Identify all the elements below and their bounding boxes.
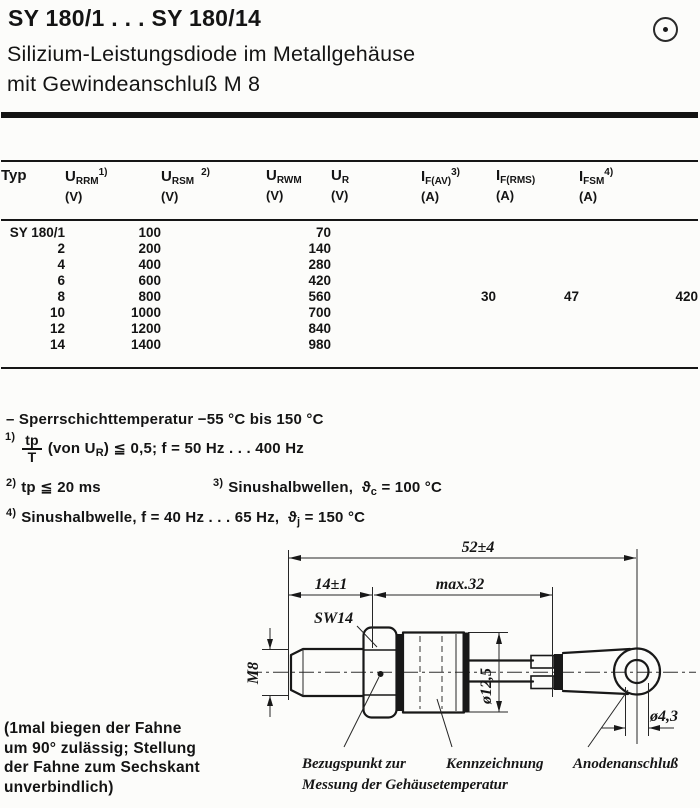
cell-typ: 2: [57, 241, 65, 256]
cell-typ: 14: [49, 337, 65, 352]
theta-j: $ϑ_j$: [288, 509, 301, 528]
subtitle-line-2: mit Gewindeanschluß M 8: [7, 72, 261, 96]
reference-point-label-line1: Bezugspunkt zur: [302, 756, 406, 772]
cell-urrm: 1400: [130, 337, 161, 352]
ratings-table: [1, 160, 698, 369]
col-header-ur: $U_R$ (V): [331, 161, 421, 220]
subtitle-line-1: Silizium-Leistungsdiode im Metallgehäuse: [7, 42, 416, 66]
footnote-3: $^{3)}$ Sinushalbwellen, $ϑ_c = 100$ °C: [213, 477, 443, 498]
col-header-urwm: $U_{RWM}$ (V): [266, 161, 331, 220]
col-header-typ: Typ: [1, 161, 65, 220]
cell-urrm: 1000: [130, 305, 161, 320]
col-header-ursm: $U_{RSM}^{2)}$ (V): [161, 161, 266, 220]
footnote-1-marker: 1): [5, 431, 16, 443]
case-end-cap: [463, 633, 470, 713]
junction-temperature-note: – Sperrschichttemperatur −55 °C bis 150 °C: [6, 411, 324, 428]
cell-ifrms: 47: [563, 289, 579, 304]
cell-urwm: 420: [308, 273, 331, 288]
table-row: [1, 305, 698, 321]
cell-typ: 4: [57, 257, 65, 272]
cell-urrm: 200: [138, 241, 161, 256]
table-row: [1, 321, 698, 337]
flag-bending-note: (1mal biegen der Fahne um 90° zulässig; Stellung der Fahne zum Sechskant unverbindlich): [4, 720, 200, 796]
outline-drawing: [235, 535, 700, 808]
dia-43-label: ø4,3: [650, 708, 678, 725]
col-header-ifrms: $I_{F(RMS)}$ (A): [496, 161, 579, 220]
anode-label: Anodenanschluß: [573, 756, 679, 772]
dimension-hole-diameter: [601, 683, 678, 736]
cell-urwm: 70: [315, 225, 331, 240]
marking-callout: [437, 699, 544, 772]
cell-ifav: 30: [480, 289, 496, 304]
reference-point-callout: [301, 677, 508, 793]
sw14-label: SW14: [314, 610, 354, 627]
page-subtitle: [7, 39, 415, 99]
circle-dot-icon: [653, 17, 678, 42]
cell-typ: 12: [49, 321, 65, 336]
table-row: [1, 337, 698, 368]
footnote-1: [5, 433, 304, 465]
footnote-4: $^{4)}$ Sinushalbwelle, f = 40 Hz . . . 65 Hz, $ϑ_j = 150$ °C: [6, 507, 366, 528]
cell-urrm: 1200: [130, 321, 161, 336]
cell-urrm: 800: [138, 289, 161, 304]
cell-urwm: 280: [308, 257, 331, 272]
cell-urwm: 840: [308, 321, 331, 336]
cell-urrm: 400: [138, 257, 161, 272]
cell-urrm: 600: [138, 273, 161, 288]
header-rule: [1, 112, 698, 118]
table-row: [1, 257, 698, 273]
cell-typ: 10: [49, 305, 65, 320]
cell-urwm: 980: [308, 337, 331, 352]
cell-typ: 8: [57, 289, 65, 304]
table-row: [1, 289, 698, 305]
fraction-tp-over-T: $\frac{tp}{T}$: [22, 433, 42, 465]
cell-typ: 6: [57, 273, 65, 288]
theta-c: $ϑ_c$: [361, 479, 378, 498]
dim-14-label: 14±1: [314, 576, 348, 593]
cell-urwm: 560: [308, 289, 331, 304]
marking-label: Kennzeichnung: [446, 756, 544, 772]
case-temperature-reference-dot: [378, 671, 384, 677]
footnote-1-text: (von $U_R$) ≦ 0,5; f = 50 Hz . . . 400 Hz: [47, 440, 304, 459]
col-header-urrm: $U_{RRM}^{1)}$ (V): [65, 161, 161, 220]
m8-label: M8: [245, 661, 262, 685]
col-header-ifav: $I_{F(AV)}^{3)}$ (A): [421, 161, 496, 220]
table-row: [1, 273, 698, 289]
table-row: [1, 220, 698, 241]
table-header-row: [1, 161, 698, 220]
col-header-ifsm: $I_{FSM}^{4)}$ (A): [579, 161, 698, 220]
dim-52-label: 52±4: [461, 539, 495, 556]
dia-125-label: ø12,5: [478, 668, 495, 704]
footnote-2: $^{2)}$ tp ≦ 20 ms: [6, 477, 101, 496]
dim-max32-label: max.32: [435, 576, 485, 593]
solder-lug: [563, 649, 660, 695]
table-row: [1, 241, 698, 257]
cell-typ: SY 180/1: [9, 225, 65, 240]
cell-urwm: 700: [308, 305, 331, 320]
cell-urwm: 140: [308, 241, 331, 256]
cell-urrm: 100: [138, 225, 161, 240]
page-title: SY 180/1 . . . SY 180/14: [8, 5, 262, 31]
cell-ifsm: 420: [675, 289, 698, 304]
reference-point-label-line2: Messung der Gehäusetemperatur: [302, 777, 508, 793]
